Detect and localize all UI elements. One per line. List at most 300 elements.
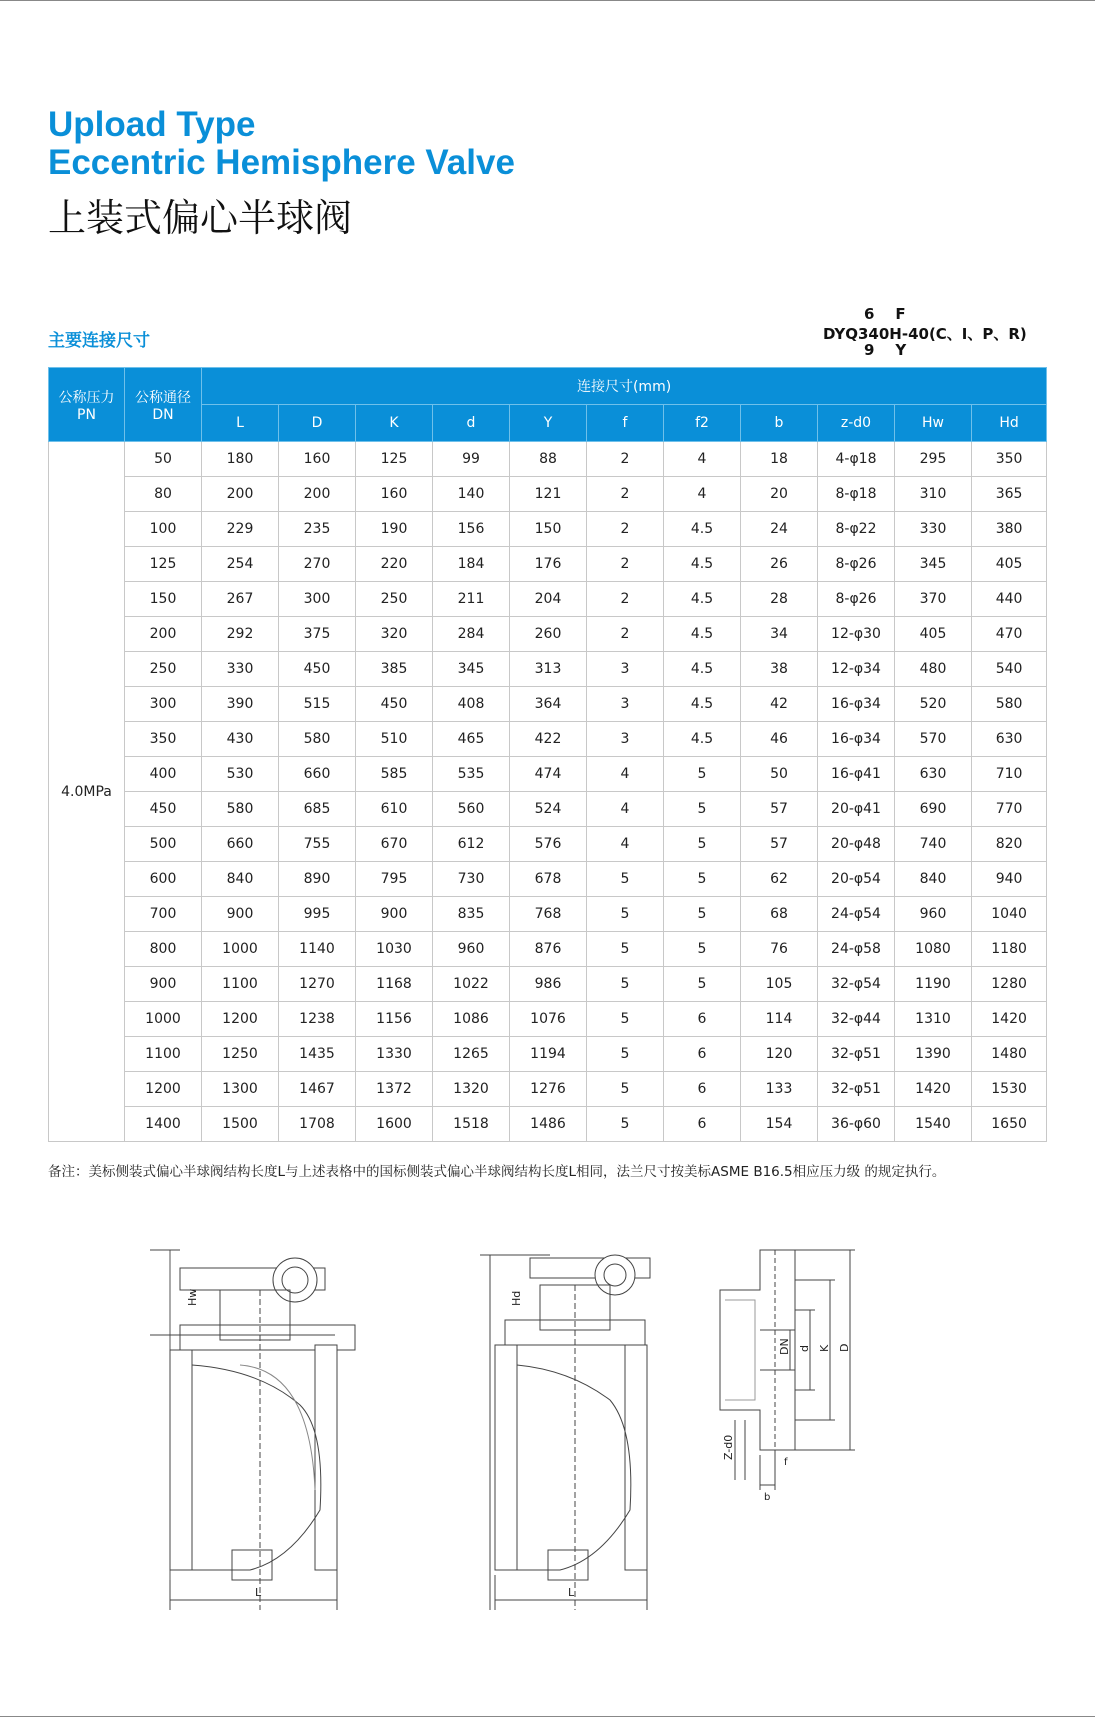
- table-cell: 450: [356, 687, 433, 722]
- table-cell: 28: [741, 582, 818, 617]
- column-header: K: [356, 405, 433, 442]
- table-cell: 8-φ26: [818, 582, 895, 617]
- table-cell: 5: [587, 1072, 664, 1107]
- column-header: f: [587, 405, 664, 442]
- table-cell: 16-φ34: [818, 722, 895, 757]
- dn-cell: 800: [125, 932, 202, 967]
- table-cell: 2: [587, 617, 664, 652]
- table-cell: 4: [587, 792, 664, 827]
- table-cell: 5: [587, 1037, 664, 1072]
- table-cell: 32-φ51: [818, 1037, 895, 1072]
- header-dn-en: DN: [152, 406, 174, 423]
- table-cell: 190: [356, 512, 433, 547]
- table-cell: 6: [664, 1002, 741, 1037]
- table-cell: 1372: [356, 1072, 433, 1107]
- label-l-2: L: [568, 1586, 575, 1599]
- table-cell: 1190: [895, 967, 972, 1002]
- table-cell: 770: [972, 792, 1047, 827]
- label-d-big: D: [838, 1343, 851, 1352]
- table-cell: 32-φ54: [818, 967, 895, 1002]
- table-cell: 34: [741, 617, 818, 652]
- table-cell: 3: [587, 652, 664, 687]
- dn-cell: 200: [125, 617, 202, 652]
- dn-cell: 450: [125, 792, 202, 827]
- table-cell: 50: [741, 757, 818, 792]
- table-cell: 1200: [202, 1002, 279, 1037]
- table-cell: 422: [510, 722, 587, 757]
- table-row: [49, 967, 1047, 1002]
- table-cell: 156: [433, 512, 510, 547]
- table-cell: 520: [895, 687, 972, 722]
- table-cell: 46: [741, 722, 818, 757]
- table-cell: 2: [587, 442, 664, 477]
- dn-cell: 500: [125, 827, 202, 862]
- table-cell: 1530: [972, 1072, 1047, 1107]
- table-cell: 840: [895, 862, 972, 897]
- table-row: [49, 757, 1047, 792]
- valve-drawings: [140, 1230, 960, 1610]
- table-cell: 1480: [972, 1037, 1047, 1072]
- label-dn: DN: [778, 1338, 791, 1355]
- table-cell: 4: [587, 827, 664, 862]
- table-cell: 284: [433, 617, 510, 652]
- table-cell: 5: [664, 827, 741, 862]
- table-cell: 995: [279, 897, 356, 932]
- table-cell: 876: [510, 932, 587, 967]
- table-cell: 5: [587, 862, 664, 897]
- table-cell: 1265: [433, 1037, 510, 1072]
- table-cell: 1435: [279, 1037, 356, 1072]
- table-cell: 560: [433, 792, 510, 827]
- table-cell: 345: [433, 652, 510, 687]
- table-cell: 4.5: [664, 547, 741, 582]
- section-title: 主要连接尺寸: [48, 331, 150, 351]
- table-cell: 900: [202, 897, 279, 932]
- table-cell: 2: [587, 477, 664, 512]
- table-cell: 1086: [433, 1002, 510, 1037]
- table-cell: 184: [433, 547, 510, 582]
- table-cell: 1250: [202, 1037, 279, 1072]
- table-cell: 1420: [895, 1072, 972, 1107]
- table-cell: 585: [356, 757, 433, 792]
- table-cell: 105: [741, 967, 818, 1002]
- dn-cell: 1400: [125, 1107, 202, 1142]
- valve-drawing-hd: [480, 1255, 650, 1610]
- table-cell: 670: [356, 827, 433, 862]
- label-hw: Hw: [186, 1288, 199, 1306]
- dimension-table: [48, 367, 1047, 1142]
- column-header: Hw: [895, 405, 972, 442]
- table-cell: 32-φ51: [818, 1072, 895, 1107]
- table-cell: 740: [895, 827, 972, 862]
- dn-cell: 250: [125, 652, 202, 687]
- table-cell: 150: [510, 512, 587, 547]
- table-cell: 4.5: [664, 582, 741, 617]
- table-cell: 176: [510, 547, 587, 582]
- table-cell: 1040: [972, 897, 1047, 932]
- dn-cell: 400: [125, 757, 202, 792]
- table-cell: 610: [356, 792, 433, 827]
- table-cell: 768: [510, 897, 587, 932]
- table-row: [49, 687, 1047, 722]
- table-cell: 1140: [279, 932, 356, 967]
- header-pn: [49, 368, 125, 442]
- table-cell: 986: [510, 967, 587, 1002]
- dn-cell: 700: [125, 897, 202, 932]
- dn-cell: 300: [125, 687, 202, 722]
- table-cell: 960: [433, 932, 510, 967]
- table-cell: 2: [587, 512, 664, 547]
- table-cell: 330: [202, 652, 279, 687]
- table-cell: 524: [510, 792, 587, 827]
- table-cell: 6: [664, 1037, 741, 1072]
- table-cell: 88: [510, 442, 587, 477]
- table-cell: 890: [279, 862, 356, 897]
- table-cell: 1540: [895, 1107, 972, 1142]
- dn-cell: 1200: [125, 1072, 202, 1107]
- label-b: b: [764, 1492, 771, 1503]
- table-cell: 133: [741, 1072, 818, 1107]
- table-cell: 38: [741, 652, 818, 687]
- model-code-bottom: 9 Y: [864, 341, 907, 359]
- table-cell: 20: [741, 477, 818, 512]
- table-cell: 5: [664, 897, 741, 932]
- table-row: [49, 827, 1047, 862]
- table-cell: 510: [356, 722, 433, 757]
- table-cell: 710: [972, 757, 1047, 792]
- table-cell: 330: [895, 512, 972, 547]
- dn-cell: 1100: [125, 1037, 202, 1072]
- table-cell: 1280: [972, 967, 1047, 1002]
- table-cell: 292: [202, 617, 279, 652]
- table-cell: 229: [202, 512, 279, 547]
- table-cell: 16-φ41: [818, 757, 895, 792]
- table-cell: 1080: [895, 932, 972, 967]
- table-cell: 5: [587, 967, 664, 1002]
- table-cell: 160: [356, 477, 433, 512]
- table-cell: 295: [895, 442, 972, 477]
- header-dn-cn: 公称通径: [135, 389, 191, 406]
- table-cell: 254: [202, 547, 279, 582]
- table-cell: 1300: [202, 1072, 279, 1107]
- table-cell: 220: [356, 547, 433, 582]
- table-cell: 2: [587, 547, 664, 582]
- column-header: d: [433, 405, 510, 442]
- table-cell: 820: [972, 827, 1047, 862]
- table-cell: 4.5: [664, 617, 741, 652]
- table-cell: 32-φ44: [818, 1002, 895, 1037]
- table-cell: 200: [279, 477, 356, 512]
- table-cell: 8-φ22: [818, 512, 895, 547]
- table-cell: 375: [279, 617, 356, 652]
- title-english: [48, 106, 515, 182]
- table-cell: 795: [356, 862, 433, 897]
- table-row: [49, 722, 1047, 757]
- table-cell: 660: [279, 757, 356, 792]
- table-cell: 4: [664, 477, 741, 512]
- bottom-border: [0, 1716, 1095, 1717]
- table-cell: 4: [664, 442, 741, 477]
- table-cell: 900: [356, 897, 433, 932]
- table-cell: 121: [510, 477, 587, 512]
- table-cell: 204: [510, 582, 587, 617]
- table-cell: 1030: [356, 932, 433, 967]
- table-cell: 1518: [433, 1107, 510, 1142]
- table-row: [49, 582, 1047, 617]
- table-cell: 940: [972, 862, 1047, 897]
- table-row: [49, 442, 1047, 477]
- table-row: [49, 547, 1047, 582]
- column-header: L: [202, 405, 279, 442]
- title-english-line1: Upload Type: [48, 105, 256, 144]
- column-header: Hd: [972, 405, 1047, 442]
- table-cell: 5: [587, 897, 664, 932]
- table-cell: 1310: [895, 1002, 972, 1037]
- table-row: [49, 1107, 1047, 1142]
- table-cell: 3: [587, 722, 664, 757]
- table-cell: 1330: [356, 1037, 433, 1072]
- table-cell: 535: [433, 757, 510, 792]
- table-row: [49, 1002, 1047, 1037]
- table-cell: 630: [895, 757, 972, 792]
- table-cell: 24: [741, 512, 818, 547]
- table-cell: 5: [587, 1107, 664, 1142]
- table-cell: 580: [972, 687, 1047, 722]
- table-cell: 6: [664, 1072, 741, 1107]
- table-cell: 12-φ34: [818, 652, 895, 687]
- footnote: 备注：美标侧装式偏心半球阀结构长度L与上述表格中的国标侧装式偏心半球阀结构长度L相同，法兰尺寸按美标ASME B16.5相应压力级 的规定执行。: [48, 1164, 946, 1180]
- table-cell: 1650: [972, 1107, 1047, 1142]
- column-header: z-d0: [818, 405, 895, 442]
- table-cell: 4.5: [664, 722, 741, 757]
- table-cell: 310: [895, 477, 972, 512]
- table-cell: 57: [741, 827, 818, 862]
- flange-drawing: [720, 1250, 855, 1503]
- table-cell: 76: [741, 932, 818, 967]
- table-cell: 20-φ41: [818, 792, 895, 827]
- table-cell: 57: [741, 792, 818, 827]
- column-header: D: [279, 405, 356, 442]
- table-cell: 370: [895, 582, 972, 617]
- table-row: [49, 792, 1047, 827]
- table-cell: 1320: [433, 1072, 510, 1107]
- table-cell: 576: [510, 827, 587, 862]
- table-cell: 250: [356, 582, 433, 617]
- table-row: [49, 1072, 1047, 1107]
- table-cell: 345: [895, 547, 972, 582]
- table-cell: 1486: [510, 1107, 587, 1142]
- table-cell: 68: [741, 897, 818, 932]
- table-cell: 211: [433, 582, 510, 617]
- table-cell: 267: [202, 582, 279, 617]
- table-cell: 408: [433, 687, 510, 722]
- table-cell: 5: [664, 967, 741, 1002]
- table-cell: 630: [972, 722, 1047, 757]
- table-row: [49, 1037, 1047, 1072]
- table-cell: 160: [279, 442, 356, 477]
- table-row: [49, 652, 1047, 687]
- table-cell: 1000: [202, 932, 279, 967]
- table-cell: 480: [895, 652, 972, 687]
- table-cell: 2: [587, 582, 664, 617]
- table-cell: 140: [433, 477, 510, 512]
- table-row: [49, 932, 1047, 967]
- table-cell: 5: [664, 932, 741, 967]
- table-cell: 405: [895, 617, 972, 652]
- header-dn: [125, 368, 202, 442]
- table-cell: 465: [433, 722, 510, 757]
- top-border: [0, 0, 1095, 1]
- table-cell: 380: [972, 512, 1047, 547]
- table-cell: 840: [202, 862, 279, 897]
- table-cell: 20-φ48: [818, 827, 895, 862]
- dn-cell: 1000: [125, 1002, 202, 1037]
- table-cell: 320: [356, 617, 433, 652]
- table-cell: 570: [895, 722, 972, 757]
- table-cell: 755: [279, 827, 356, 862]
- table-cell: 540: [972, 652, 1047, 687]
- table-cell: 1194: [510, 1037, 587, 1072]
- table-row: [49, 477, 1047, 512]
- dn-cell: 600: [125, 862, 202, 897]
- table-cell: 5: [664, 862, 741, 897]
- table-cell: 4.5: [664, 512, 741, 547]
- table-cell: 120: [741, 1037, 818, 1072]
- table-cell: 1708: [279, 1107, 356, 1142]
- table-cell: 24-φ54: [818, 897, 895, 932]
- table-row: [49, 897, 1047, 932]
- table-cell: 5: [664, 792, 741, 827]
- table-cell: 1238: [279, 1002, 356, 1037]
- table-cell: 12-φ30: [818, 617, 895, 652]
- table-cell: 4: [587, 757, 664, 792]
- table-cell: 4.5: [664, 687, 741, 722]
- header-pn-en: PN: [77, 406, 96, 423]
- table-cell: 114: [741, 1002, 818, 1037]
- table-cell: 313: [510, 652, 587, 687]
- table-cell: 36-φ60: [818, 1107, 895, 1142]
- table-cell: 1600: [356, 1107, 433, 1142]
- dn-cell: 50: [125, 442, 202, 477]
- dn-cell: 80: [125, 477, 202, 512]
- table-cell: 6: [664, 1107, 741, 1142]
- header-pn-cn: 公称压力: [58, 389, 115, 406]
- table-cell: 730: [433, 862, 510, 897]
- table-cell: 1168: [356, 967, 433, 1002]
- column-header: Y: [510, 405, 587, 442]
- dn-cell: 900: [125, 967, 202, 1002]
- table-cell: 515: [279, 687, 356, 722]
- table-cell: 580: [279, 722, 356, 757]
- table-cell: 450: [279, 652, 356, 687]
- table-cell: 4.5: [664, 652, 741, 687]
- table-cell: 1420: [972, 1002, 1047, 1037]
- table-cell: 835: [433, 897, 510, 932]
- table-cell: 42: [741, 687, 818, 722]
- dn-cell: 150: [125, 582, 202, 617]
- table-row: [49, 617, 1047, 652]
- table-cell: 350: [972, 442, 1047, 477]
- table-cell: 690: [895, 792, 972, 827]
- table-cell: 4-φ18: [818, 442, 895, 477]
- table-row: [49, 862, 1047, 897]
- table-cell: 685: [279, 792, 356, 827]
- table-cell: 365: [972, 477, 1047, 512]
- column-header: f2: [664, 405, 741, 442]
- column-header: b: [741, 405, 818, 442]
- valve-drawing-hw: [150, 1250, 355, 1610]
- label-hd: Hd: [510, 1290, 523, 1306]
- dn-cell: 350: [125, 722, 202, 757]
- table-cell: 580: [202, 792, 279, 827]
- table-cell: 1100: [202, 967, 279, 1002]
- table-cell: 270: [279, 547, 356, 582]
- table-cell: 678: [510, 862, 587, 897]
- header-group: 连接尺寸(mm): [202, 368, 1047, 405]
- table-cell: 1156: [356, 1002, 433, 1037]
- model-code-middle: DYQ340H-40(C、I、P、R): [823, 325, 1027, 343]
- table-cell: 154: [741, 1107, 818, 1142]
- table-cell: 1270: [279, 967, 356, 1002]
- pn-cell: 4.0MPa: [49, 442, 125, 1142]
- table-cell: 16-φ34: [818, 687, 895, 722]
- table-cell: 364: [510, 687, 587, 722]
- table-cell: 26: [741, 547, 818, 582]
- table-cell: 20-φ54: [818, 862, 895, 897]
- table-cell: 3: [587, 687, 664, 722]
- label-zd0: Z-d0: [722, 1434, 735, 1460]
- table-cell: 1276: [510, 1072, 587, 1107]
- table-cell: 1180: [972, 932, 1047, 967]
- table-cell: 1022: [433, 967, 510, 1002]
- table-cell: 5: [664, 757, 741, 792]
- table-cell: 660: [202, 827, 279, 862]
- label-k: K: [818, 1344, 831, 1352]
- table-cell: 235: [279, 512, 356, 547]
- dn-cell: 125: [125, 547, 202, 582]
- table-cell: 430: [202, 722, 279, 757]
- table-cell: 24-φ58: [818, 932, 895, 967]
- table-cell: 62: [741, 862, 818, 897]
- table-cell: 99: [433, 442, 510, 477]
- table-cell: 260: [510, 617, 587, 652]
- table-cell: 1076: [510, 1002, 587, 1037]
- table-cell: 300: [279, 582, 356, 617]
- table-cell: 405: [972, 547, 1047, 582]
- table-cell: 125: [356, 442, 433, 477]
- table-cell: 385: [356, 652, 433, 687]
- table-cell: 5: [587, 1002, 664, 1037]
- table-cell: 470: [972, 617, 1047, 652]
- table-cell: 1500: [202, 1107, 279, 1142]
- table-cell: 8-φ26: [818, 547, 895, 582]
- table-cell: 1390: [895, 1037, 972, 1072]
- table-cell: 18: [741, 442, 818, 477]
- title-chinese: 上装式偏心半球阀: [48, 196, 353, 240]
- table-cell: 8-φ18: [818, 477, 895, 512]
- table-cell: 180: [202, 442, 279, 477]
- table-cell: 960: [895, 897, 972, 932]
- title-english-line2: Eccentric Hemisphere Valve: [48, 143, 515, 182]
- table-cell: 474: [510, 757, 587, 792]
- table-cell: 200: [202, 477, 279, 512]
- table-cell: 1467: [279, 1072, 356, 1107]
- table-cell: 612: [433, 827, 510, 862]
- label-d-small: d: [798, 1345, 811, 1352]
- table-cell: 440: [972, 582, 1047, 617]
- table-cell: 5: [587, 932, 664, 967]
- table-cell: 530: [202, 757, 279, 792]
